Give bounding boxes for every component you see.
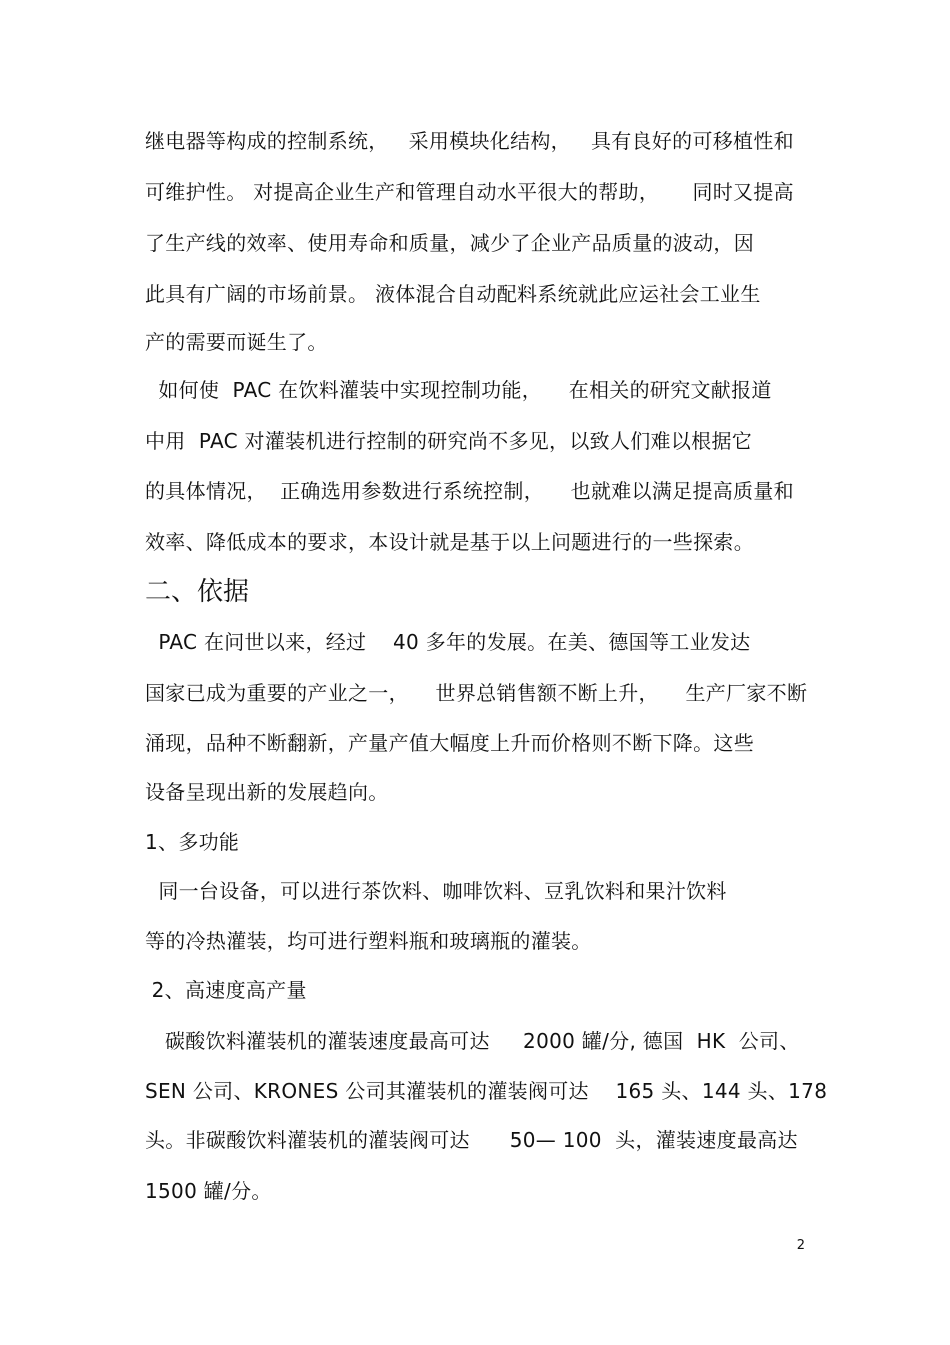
paragraph-2-line-1: 如何使 PAC 在饮料灌装中实现控制功能， 在相关的研究文献报道 bbox=[145, 378, 772, 402]
paragraph-2-line-3: 的具体情况， 正确选用参数进行系统控制， 也就难以满足提高质量和 bbox=[145, 479, 794, 503]
paragraph-3-line-3: 涌现，品种不断翻新，产量产值大幅度上升而价格则不断下降。这些 bbox=[145, 731, 754, 755]
section-heading: 二、依据 bbox=[145, 577, 250, 607]
page-number: 2 bbox=[796, 1238, 805, 1253]
paragraph-4-line-1: 同一台设备，可以进行茶饮料、咖啡饮料、豆乳饮料和果汁饮料 bbox=[145, 879, 727, 903]
paragraph-1-line-5: 产的需要而诞生了。 bbox=[145, 330, 328, 354]
paragraph-2-line-4: 效率、降低成本的要求，本设计就是基于以上问题进行的一些探索。 bbox=[145, 530, 754, 554]
subheading-high-speed: 2、高速度高产量 bbox=[145, 978, 307, 1002]
paragraph-5-line-3: 头。非碳酸饮料灌装机的灌装阀可达 50— 100 头，灌装速度最高达 bbox=[145, 1128, 798, 1152]
paragraph-1-line-4: 此具有广阔的市场前景。 液体混合自动配料系统就此应运社会工业生 bbox=[145, 282, 761, 306]
paragraph-5-line-2: SEN 公司、KRONES 公司其灌装机的灌装阀可达 165 头、144 头、178 bbox=[145, 1079, 828, 1103]
subheading-multifunction: 1、多功能 bbox=[145, 830, 240, 854]
paragraph-1-line-1: 继电器等构成的控制系统， 采用模块化结构， 具有良好的可移植性和 bbox=[145, 129, 794, 153]
paragraph-5-line-1: 碳酸饮料灌装机的灌装速度最高可达 2000 罐/分, 德国 HK 公司、 bbox=[145, 1029, 800, 1053]
paragraph-1-line-2: 可维护性。 对提高企业生产和管理自动水平很大的帮助， 同时又提高 bbox=[145, 180, 794, 204]
paragraph-5-line-4: 1500 罐/分。 bbox=[145, 1179, 272, 1203]
paragraph-1-line-3: 了生产线的效率、使用寿命和质量，减少了企业产品质量的波动，因 bbox=[145, 231, 754, 255]
paragraph-3-line-1: PAC 在问世以来，经过 40 多年的发展。在美、德国等工业发达 bbox=[145, 630, 751, 654]
paragraph-3-line-4: 设备呈现出新的发展趋向。 bbox=[145, 780, 389, 804]
paragraph-4-line-2: 等的冷热灌装，均可进行塑料瓶和玻璃瓶的灌装。 bbox=[145, 929, 592, 953]
paragraph-3-line-2: 国家已成为重要的产业之一， 世界总销售额不断上升， 生产厂家不断 bbox=[145, 681, 808, 705]
paragraph-2-line-2: 中用 PAC 对灌装机进行控制的研究尚不多见，以致人们难以根据它 bbox=[145, 429, 753, 453]
